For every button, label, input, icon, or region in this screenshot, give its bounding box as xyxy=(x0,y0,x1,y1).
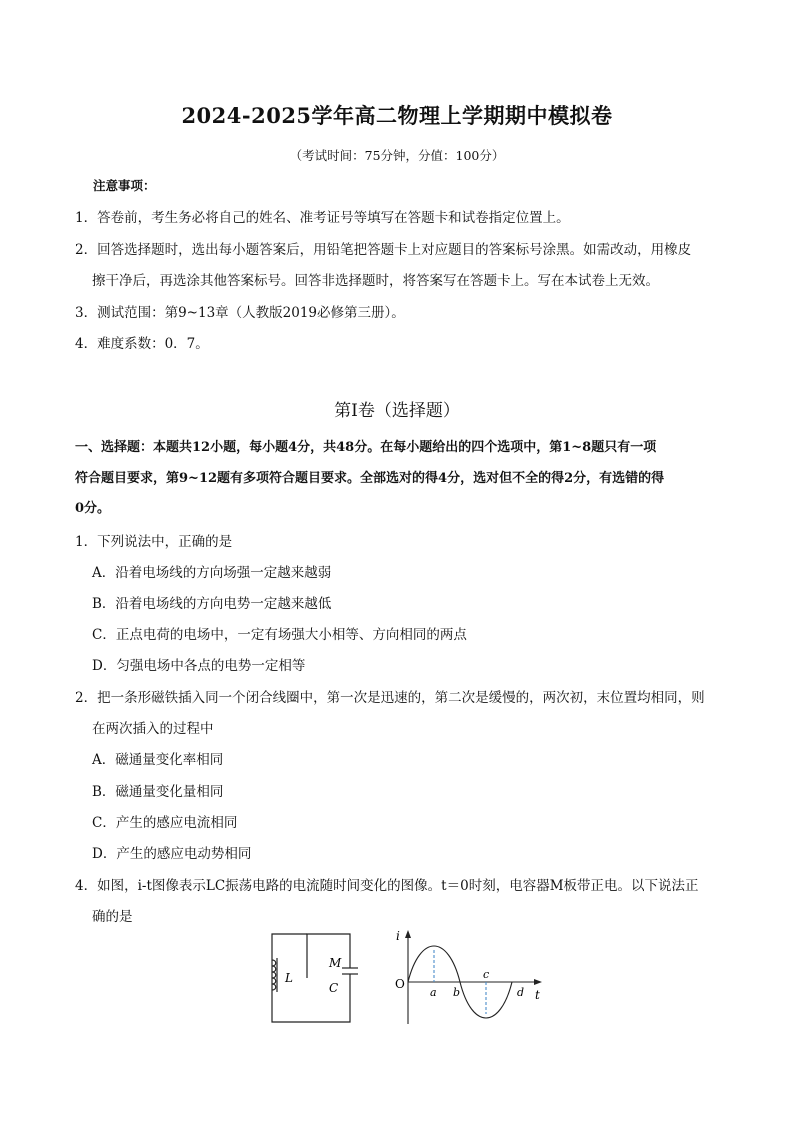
q4-stem-line-1: 4．如图，i-t图像表示LC振荡电路的电流随时间变化的图像。t＝0时刻，电容器M板带正电。以下说法正 xyxy=(75,878,699,894)
note-item-2: 2．回答选择题时，选出每小题答案后，用铅笔把答题卡上对应题目的答案标号涂黑。如需改动，用橡皮 xyxy=(75,242,692,258)
point-d-label: d xyxy=(517,986,525,999)
point-a-label: a xyxy=(430,986,437,999)
section-instructions-line-1: 一、选择题：本题共12小题，每小题4分，共48分。在每小题给出的四个选项中，第1~8题只有一项 xyxy=(75,440,657,455)
q4-stem-line-2: 确的是 xyxy=(92,909,133,925)
note-item-2-cont: 擦干净后，再选涂其他答案标号。回答非选择题时，将答案写在答题卡上。写在本试卷上无效。 xyxy=(92,273,659,289)
note-item-3: 3．测试范围：第9~13章（人教版2019必修第三册）。 xyxy=(75,305,405,321)
lc-circuit-diagram xyxy=(265,928,365,1028)
q2-stem-line-2: 在两次插入的过程中 xyxy=(92,721,214,737)
circuit-wire-loop xyxy=(272,934,350,1022)
y-axis-label: i xyxy=(396,929,400,943)
point-b-label: b xyxy=(453,986,461,999)
point-c-label: c xyxy=(483,968,490,981)
q1-stem: 1．下列说法中，正确的是 xyxy=(75,534,233,550)
x-axis-label: t xyxy=(535,988,540,1002)
section-title: 第Ⅰ卷（选择题） xyxy=(334,401,460,421)
section-instructions-line-3: 0分。 xyxy=(75,501,111,516)
origin-label: O xyxy=(395,977,405,991)
q1-option-b: B．沿着电场线的方向电势一定越来越低 xyxy=(92,596,332,612)
q1-option-d: D．匀强电场中各点的电势一定相等 xyxy=(92,658,306,674)
exam-subtitle: （考试时间：75分钟，分值：100分） xyxy=(289,148,505,163)
t-axis-arrow xyxy=(534,979,542,985)
plate-m-label: M xyxy=(329,956,342,970)
notes-heading: 注意事项： xyxy=(93,178,156,193)
exam-title: 2024-2025学年高二物理上学期期中模拟卷 xyxy=(181,103,613,128)
q2-option-d: D．产生的感应电动势相同 xyxy=(92,846,252,862)
note-item-4: 4．难度系数：0．7。 xyxy=(75,336,209,352)
inductor-label: L xyxy=(285,971,293,985)
i-t-graph xyxy=(390,926,550,1026)
q2-option-b: B．磁通量变化量相同 xyxy=(92,784,224,800)
note-item-1: 1．答卷前，考生务必将自己的姓名、准考证号等填写在答题卡和试卷指定位置上。 xyxy=(75,210,570,226)
q2-option-a: A．磁通量变化率相同 xyxy=(92,752,224,768)
q1-option-a: A．沿着电场线的方向场强一定越来越弱 xyxy=(92,565,332,581)
q2-stem-line-1: 2．把一条形磁铁插入同一个闭合线圈中，第一次是迅速的，第二次是缓慢的，两次初，末位置均相同，则 xyxy=(75,690,705,706)
section-instructions-line-2: 符合题目要求，第9~12题有多项符合题目要求。全部选对的得4分，选对但不全的得2分，有选错的得 xyxy=(75,471,665,486)
i-axis-arrow xyxy=(405,930,411,938)
q2-option-c: C．产生的感应电流相同 xyxy=(92,815,238,831)
capacitor-label: C xyxy=(329,981,339,995)
q1-option-c: C．正点电荷的电场中，一定有场强大小相等、方向相同的两点 xyxy=(92,627,467,643)
